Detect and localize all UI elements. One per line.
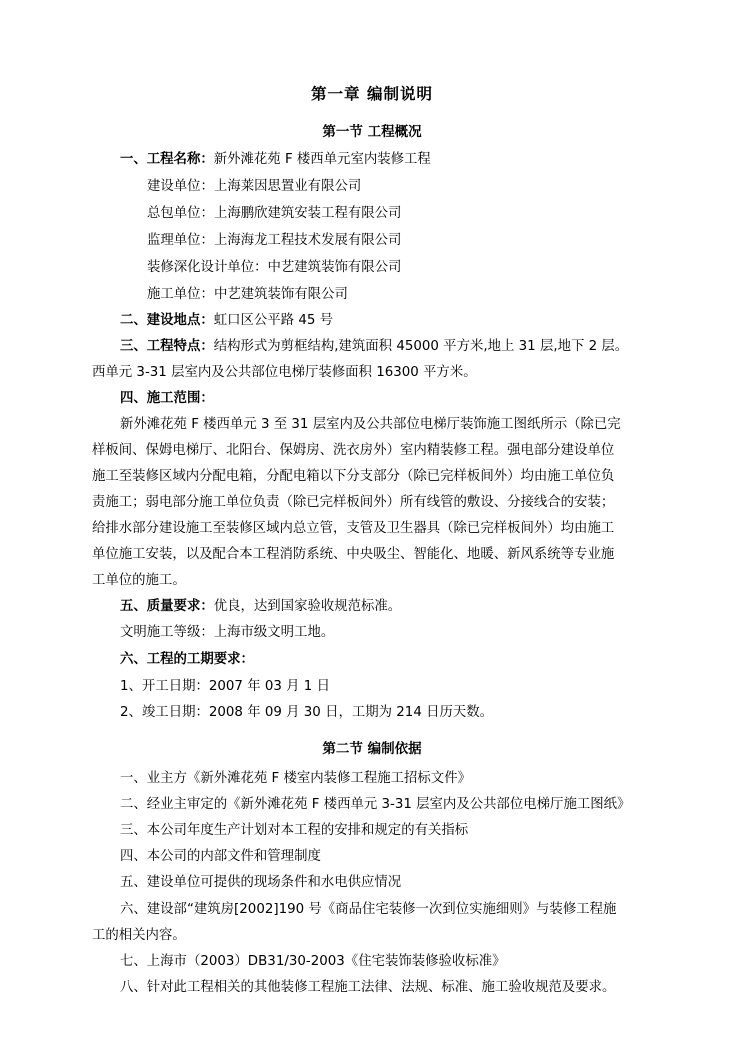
unit-general-contractor: 总包单位：上海鹏欣建筑安装工程有限公司 [147,206,402,221]
basis-item: 一、业主方《新外滩花苑 F 楼室内装修工程施工招标文件》 [120,771,471,786]
location: 虹口区公平路 45 号 [213,313,334,328]
features-line [120,337,628,357]
schedule-label-text: 六、工程的工期要求： [120,652,254,667]
scope-line: 单位施工安装，以及配合本工程消防系统、中央吸尘、智能化、地暖、新风系统等专业施 [92,547,615,562]
unit-builder: 施工单位：中艺建筑装饰有限公司 [147,287,348,302]
scope-label [120,389,214,409]
unit-construction: 建设单位：上海莱因思置业有限公司 [147,179,362,194]
scope-line: 新外滩花苑 F 楼西单元 3 至 31 层室内及公共部位电梯厅装饰施工图纸所示（除已完 [120,417,621,432]
features-line-2: 西单元 3-31 层室内及公共部位电梯厅装修面积 16300 平方米。 [92,365,477,380]
basis-item: 四、本公司的内部文件和管理制度 [120,849,321,864]
schedule-label [120,650,254,670]
project-name-line [120,150,431,170]
basis-item: 五、建设单位可提供的现场条件和水电供应情况 [120,875,402,890]
features-text: 结构形式为剪框结构,建筑面积 45000 平方米,地上 31 层,地下 2 层。 [213,339,629,354]
section1-title: 第一节 工程概况 [322,124,422,140]
quality-line [120,597,401,617]
scope-line: 施工至装修区域内分配电箱，分配电箱以下分支部分（除已完样板间外）均由施工单位负 [92,469,615,484]
scope-line: 工单位的施工。 [92,573,186,588]
section2-title: 第二节 编制依据 [322,741,422,757]
start-date: 1、开工日期：2007 年 03 月 1 日 [120,679,330,694]
location-line [120,311,333,331]
scope-line: 责施工；弱电部分施工单位负责（除已完样板间外）所有线管的敷设、分接线合的安装； [92,495,615,510]
quality-label: 五、质量要求： [120,599,214,614]
project-name-label: 一、工程名称： [120,152,214,167]
features-label: 三、工程特点： [120,339,214,354]
basis-item: 三、本公司年度生产计划对本工程的安排和规定的有关指标 [120,823,469,838]
basis-item-6-cont: 工的相关内容。 [92,928,186,943]
quality: 优良，达到国家验收规范标准。 [213,599,402,614]
scope-line: 给排水部分建设施工至装修区域内总立管，支管及卫生器具（除已完样板间外）均由施工 [92,521,615,536]
end-date: 2、竣工日期：2008 年 09 月 30 日，工期为 214 日历天数。 [120,705,494,720]
basis-item-7: 七、上海市（2003）DB31/30-2003《住宅装饰装修验收标准》 [120,954,506,969]
location-label: 二、建设地点： [120,313,214,328]
scope-line: 样板间、保姆电梯厅、北阳台、保姆房、洗衣房外）室内精装修工程。强电部分建设单位 [92,443,615,458]
unit-design: 装修深化设计单位：中艺建筑装饰有限公司 [147,260,402,275]
civilized-line: 文明施工等级：上海市级文明工地。 [120,625,335,640]
chapter-title: 第一章 编制说明 [311,85,433,103]
basis-item-6: 六、建设部“建筑房[2002]190 号《商品住宅装修一次到位实施细则》与装修工程施 [120,902,617,917]
scope-label-text: 四、施工范围： [120,391,214,406]
project-name: 新外滩花苑 F 楼西单元室内装修工程 [213,152,431,167]
basis-item-8: 八、针对此工程相关的其他装修工程施工法律、法规、标准、施工验收规范及要求。 [120,980,616,995]
unit-supervision: 监理单位：上海海龙工程技术发展有限公司 [147,233,402,248]
basis-item: 二、经业主审定的《新外滩花苑 F 楼西单元 3-31 层室内及公共部位电梯厅施工图纸》 [120,797,631,812]
